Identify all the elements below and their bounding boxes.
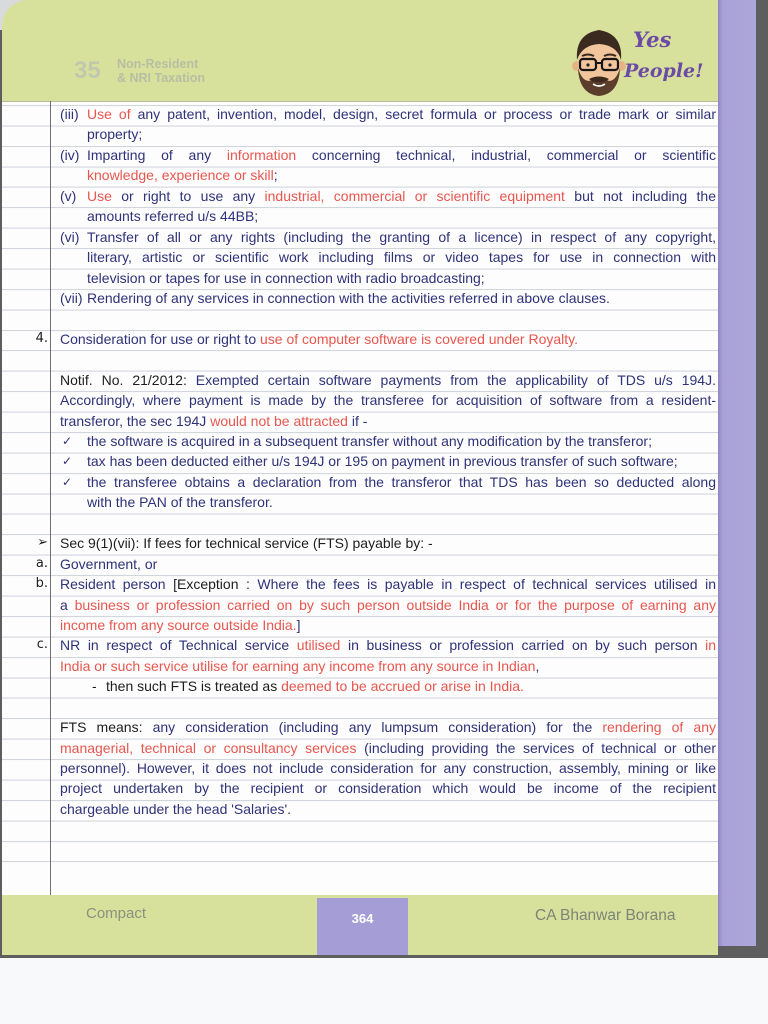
clause-number: (vii)	[60, 289, 83, 306]
body-text: Imparting of any	[87, 146, 227, 163]
text-line	[87, 165, 716, 185]
body-text: NR in respect of Technical service	[60, 637, 297, 654]
highlighted-text: India or such service utilise for earning any income from any source in Indian	[60, 657, 536, 674]
body-text: or right to use any	[111, 187, 265, 204]
body-text: the software is acquired in a subsequent transfer without any modification by the transferor;	[87, 433, 652, 449]
text-line	[60, 778, 716, 798]
text-line	[87, 492, 716, 512]
text-line	[87, 431, 716, 451]
body-text: but not including the	[564, 187, 716, 204]
page-number: 364	[351, 911, 374, 926]
software-royalty-note	[35, 329, 716, 349]
emphasis-text: FTS means:	[60, 719, 143, 736]
text-line	[60, 411, 716, 431]
body-text: in business or profession carried on by such person	[340, 637, 706, 654]
dash-marker: -	[92, 678, 97, 695]
body-text: Accordingly, where payment is made by the transferee for acquisition of software from a resident-	[60, 392, 716, 409]
body-text: ,	[535, 657, 540, 674]
body-text: concerning technical, industrial, commercial or scientific	[296, 146, 716, 163]
text-line	[106, 676, 716, 696]
text-line	[87, 145, 716, 165]
body-text: chargeable under the head 'Salaries'.	[60, 800, 292, 817]
page-content	[35, 104, 716, 819]
royalty-clause-list	[60, 104, 716, 308]
text-line	[87, 451, 716, 471]
highlighted-text: would not be attracted	[210, 412, 348, 429]
margin-marker: c.	[36, 637, 48, 653]
fts-definition	[60, 717, 716, 819]
text-line	[87, 247, 716, 267]
body-text: ]	[296, 616, 301, 633]
text-line	[87, 124, 716, 144]
clause-number: (iv)	[60, 146, 80, 163]
text-line	[60, 329, 716, 349]
section-item	[36, 635, 716, 676]
text-line	[60, 533, 716, 553]
author-avatar-icon	[569, 25, 629, 97]
text-line	[87, 227, 716, 247]
highlighted-text: business or profession carried on by such person outside India or for the purpose of earning any	[74, 596, 716, 613]
clause-item	[60, 145, 716, 186]
text-line	[60, 595, 716, 615]
text-line	[87, 288, 716, 308]
text-line	[60, 656, 716, 676]
text-line	[60, 554, 716, 574]
body-text: any consideration (including any lumpsum consideration) for the	[142, 719, 603, 736]
brand-tagline-line-1: Yes	[633, 27, 672, 52]
body-text: with the PAN of the transferor.	[87, 494, 273, 511]
emphasis-text: Sec 9(1)(vii): If fees for technical service (FTS) payable by: -	[60, 535, 433, 552]
chapter-title-line-2: & NRI Taxation	[117, 71, 205, 85]
body-text: if -	[347, 412, 368, 429]
footer-author: CA Bhanwar Borana	[535, 907, 676, 924]
notification-paragraph	[60, 370, 716, 431]
highlighted-text: Use	[87, 187, 112, 204]
condition-item	[60, 472, 716, 513]
text-line	[60, 635, 716, 655]
body-text: a	[60, 596, 75, 613]
checkmark-icon: ✓	[62, 474, 73, 489]
highlighted-text: income from any source outside India.	[60, 616, 297, 633]
body-text: project undertaken by the recipient or consideration which would be income of the recipient	[60, 780, 716, 797]
body-text: Resident person	[60, 576, 174, 593]
brand-tagline-line-2: People!	[624, 60, 704, 82]
consequence-item	[60, 676, 716, 696]
margin-marker: b.	[35, 576, 48, 592]
paragraph	[60, 370, 716, 431]
text-line	[87, 186, 716, 206]
text-line	[60, 799, 716, 819]
text-line	[60, 758, 716, 778]
condition-item	[60, 431, 716, 451]
body-text: amounts referred u/s 44BB;	[87, 208, 259, 225]
emphasis-text: Notif. No. 21/2012:	[60, 371, 187, 388]
text-line	[60, 370, 716, 390]
text-line	[60, 717, 716, 737]
highlighted-text: information	[226, 146, 297, 163]
body-text: Exempted certain software payments from the applicability of TDS u/s 194J.	[186, 371, 716, 388]
body-text: transferor, the sec 194J	[60, 412, 211, 429]
body-text: the transferee obtains a declaration from the transferor that TDS has been so deducted along	[87, 473, 716, 490]
page-number-tab	[317, 898, 408, 955]
body-text: property;	[87, 126, 143, 143]
section-item	[37, 533, 716, 553]
margin-marker: 4.	[35, 330, 48, 346]
fts-consequence	[60, 676, 716, 696]
body-text: television or tapes for use in connection with radio broadcasting;	[87, 269, 485, 286]
clause-item	[60, 288, 716, 308]
side-color-tab	[718, 0, 756, 946]
body-text: literary, artistic or scientific work including films or video tapes for use in connection with	[87, 249, 716, 266]
section-item	[35, 574, 716, 635]
margin-marker: ➢	[37, 535, 48, 551]
emphasis-text: [Exception :	[173, 576, 258, 593]
highlighted-text: managerial, technical or consultancy services	[60, 739, 357, 756]
clause-number: (vi)	[60, 228, 80, 245]
body-text: Consideration for use or right to	[60, 330, 260, 347]
condition-item	[60, 451, 716, 471]
text-line	[87, 472, 716, 492]
paragraph	[60, 717, 716, 819]
clause-number: (iii)	[60, 106, 79, 122]
highlighted-text: rendering of any	[602, 719, 716, 736]
text-line	[87, 206, 716, 226]
highlighted-text: Use of	[87, 106, 131, 122]
text-line	[60, 574, 716, 594]
text-line	[60, 390, 716, 410]
highlighted-text: in	[705, 637, 716, 654]
body-text: any patent, invention, model, design, secret formula or process or trade mark or similar	[130, 106, 716, 122]
text-line	[60, 738, 716, 758]
section-item	[35, 554, 716, 574]
highlighted-text: deemed to be accrued or arise in India.	[281, 678, 524, 695]
emphasis-text: then such FTS is treated as	[106, 678, 282, 695]
chapter-title	[117, 57, 205, 85]
text-line	[87, 104, 716, 124]
clause-item	[60, 227, 716, 288]
margin-rule	[50, 101, 51, 895]
text-line	[87, 268, 716, 288]
body-text: Government, or	[60, 555, 158, 572]
clause-number: (v)	[60, 187, 77, 204]
sec-9-1-vii-section	[35, 533, 716, 676]
text-line	[60, 615, 716, 635]
margin-marker: a.	[35, 555, 48, 571]
body-text: ;	[273, 167, 278, 184]
chapter-number: 35	[74, 57, 101, 84]
checkmark-icon: ✓	[62, 454, 73, 469]
highlighted-text: utilised	[296, 637, 341, 654]
body-text: tax has been deducted either u/s 194J or 195 on payment in previous transfer of such software;	[87, 453, 678, 470]
body-text: personnel). However, it does not include consideration for any construction, assembly, mining or like	[60, 760, 716, 776]
highlighted-text: use of computer software is covered under Royalty.	[260, 330, 579, 347]
clause-item	[60, 186, 716, 227]
checkmark-icon: ✓	[62, 434, 73, 448]
body-text: Rendering of any services in connection with the activities referred in above clauses.	[87, 289, 610, 306]
body-text: (including providing the services of technical or other	[356, 739, 716, 756]
clause-item	[60, 104, 716, 145]
body-text: Where the fees is payable in respect of technical services utilised in	[257, 576, 716, 593]
chapter-title-line-1: Non-Resident	[117, 57, 199, 71]
footer-series-label: Compact	[86, 905, 147, 922]
highlighted-text: knowledge, experience or skill	[87, 167, 274, 184]
body-text: Transfer of all or any rights (including the granting of a licence) in respect of any copyright,	[87, 228, 716, 245]
highlighted-text: industrial, commercial or scientific equipment	[264, 187, 565, 204]
numbered-point	[35, 329, 716, 349]
notification-conditions	[60, 431, 716, 513]
